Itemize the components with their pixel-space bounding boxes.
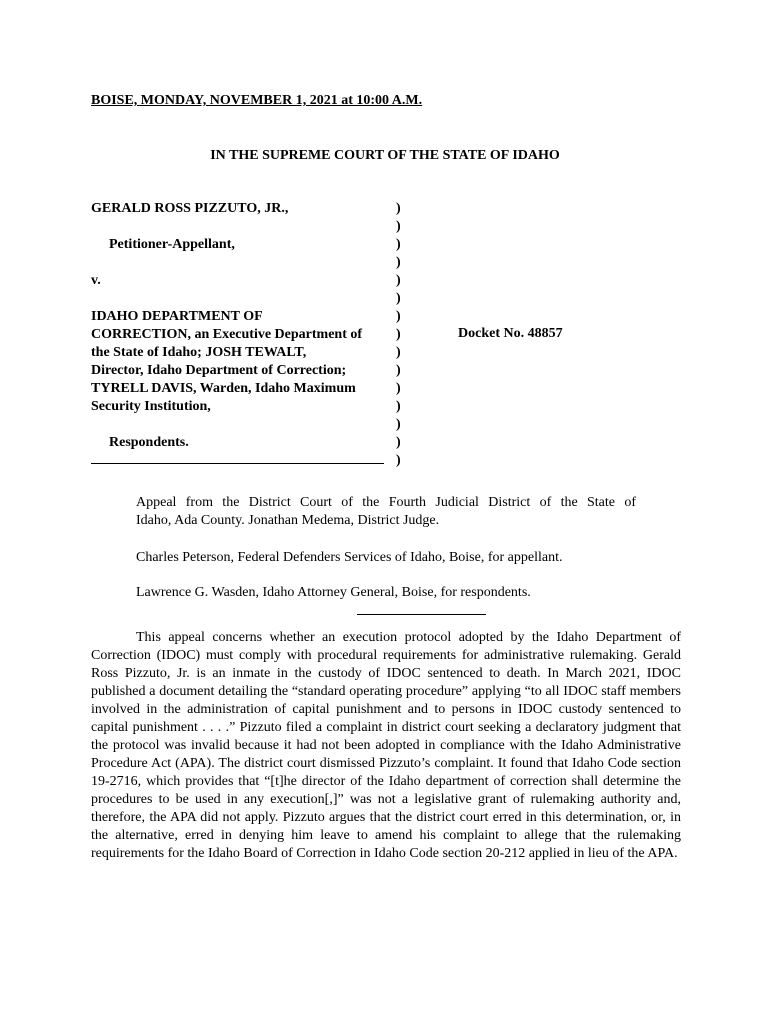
paren: ) — [396, 219, 401, 234]
respondent-line: IDAHO DEPARTMENT OF — [91, 309, 263, 324]
petitioner-name: GERALD ROSS PIZZUTO, JR., — [91, 201, 289, 216]
paren: ) — [396, 417, 401, 432]
respondent-line: CORRECTION, an Executive Department of — [91, 327, 363, 342]
caption-parentheses — [396, 200, 401, 470]
petitioner-role: Petitioner-Appellant, — [109, 237, 235, 252]
respondent-line: TYRELL DAVIS, Warden, Idaho Maximum — [91, 381, 356, 396]
opinion-paragraph: This appeal concerns whether an execution protocol adopted by the Idaho Department of Correction (IDOC) must comply with procedural requirements for administrative rulemaking. Gerald Ross Pizzuto, Jr. is an inmate in the custody of IDOC sentenced to death. In March 2021, IDOC published a document detailing the “standard operating procedure” applying “to all IDOC staff members involved in the administration of capital punishment and to persons in IDOC custody sentenced to capital punishment . . . .” Pizzuto filed a complaint in district court seeking a declaratory judgment that the protocol was invalid because it had not been adopted in compliance with the Idaho Administrative Procedure Act (APA). The district court dismissed Pizzuto’s complaint. It found that Idaho Code section 19-2716, which provides that “[t]he director of the Idaho department of correction shall determine the procedures to be used in any execution[,]” was not a legislative grant of rulemaking authority and, therefore, the APA did not apply. Pizzuto argues that the district court erred in this determination, or, in the alternative, erred in denying him leave to amend his complaint to allege that the rulemaking requirements for the Idaho Board of Correction in Idaho Code section 20-212 applied in lieu of the APA. — [91, 630, 681, 861]
case-caption — [91, 200, 391, 452]
opinion-body — [91, 629, 681, 863]
paren: ) — [396, 237, 401, 252]
paren: ) — [396, 309, 401, 324]
versus: v. — [91, 273, 101, 288]
paren: ) — [396, 273, 401, 288]
caption-underline — [91, 463, 384, 464]
respondent-line: Director, Idaho Department of Correction; — [91, 363, 347, 378]
counsel-appellant: Charles Peterson, Federal Defenders Services of Idaho, Boise, for appellant. — [136, 550, 563, 565]
paren: ) — [396, 363, 401, 378]
paren: ) — [396, 291, 401, 306]
appeal-line: Idaho, Ada County. Jonathan Medema, District Judge. — [136, 513, 440, 528]
paren: ) — [396, 201, 401, 216]
appeal-line: Appeal from the District Court of the Fourth Judicial District of the State of — [136, 495, 636, 510]
section-divider — [357, 614, 486, 615]
paren: ) — [396, 345, 401, 360]
docket-number: Docket No. 48857 — [458, 326, 563, 341]
paren: ) — [396, 255, 401, 270]
paren: ) — [396, 381, 401, 396]
dateline: BOISE, MONDAY, NOVEMBER 1, 2021 at 10:00 A.M. — [91, 93, 423, 108]
appeal-statement — [136, 494, 636, 530]
respondent-line: the State of Idaho; JOSH TEWALT, — [91, 345, 307, 360]
respondent-role: Respondents. — [109, 435, 189, 450]
counsel-respondents: Lawrence G. Wasden, Idaho Attorney General, Boise, for respondents. — [136, 585, 531, 600]
respondent-line: Security Institution, — [91, 399, 211, 414]
paren: ) — [396, 399, 401, 414]
paren: ) — [396, 327, 401, 342]
paren: ) — [396, 453, 401, 468]
court-title: IN THE SUPREME COURT OF THE STATE OF IDAHO — [210, 148, 560, 163]
paren: ) — [396, 435, 401, 450]
